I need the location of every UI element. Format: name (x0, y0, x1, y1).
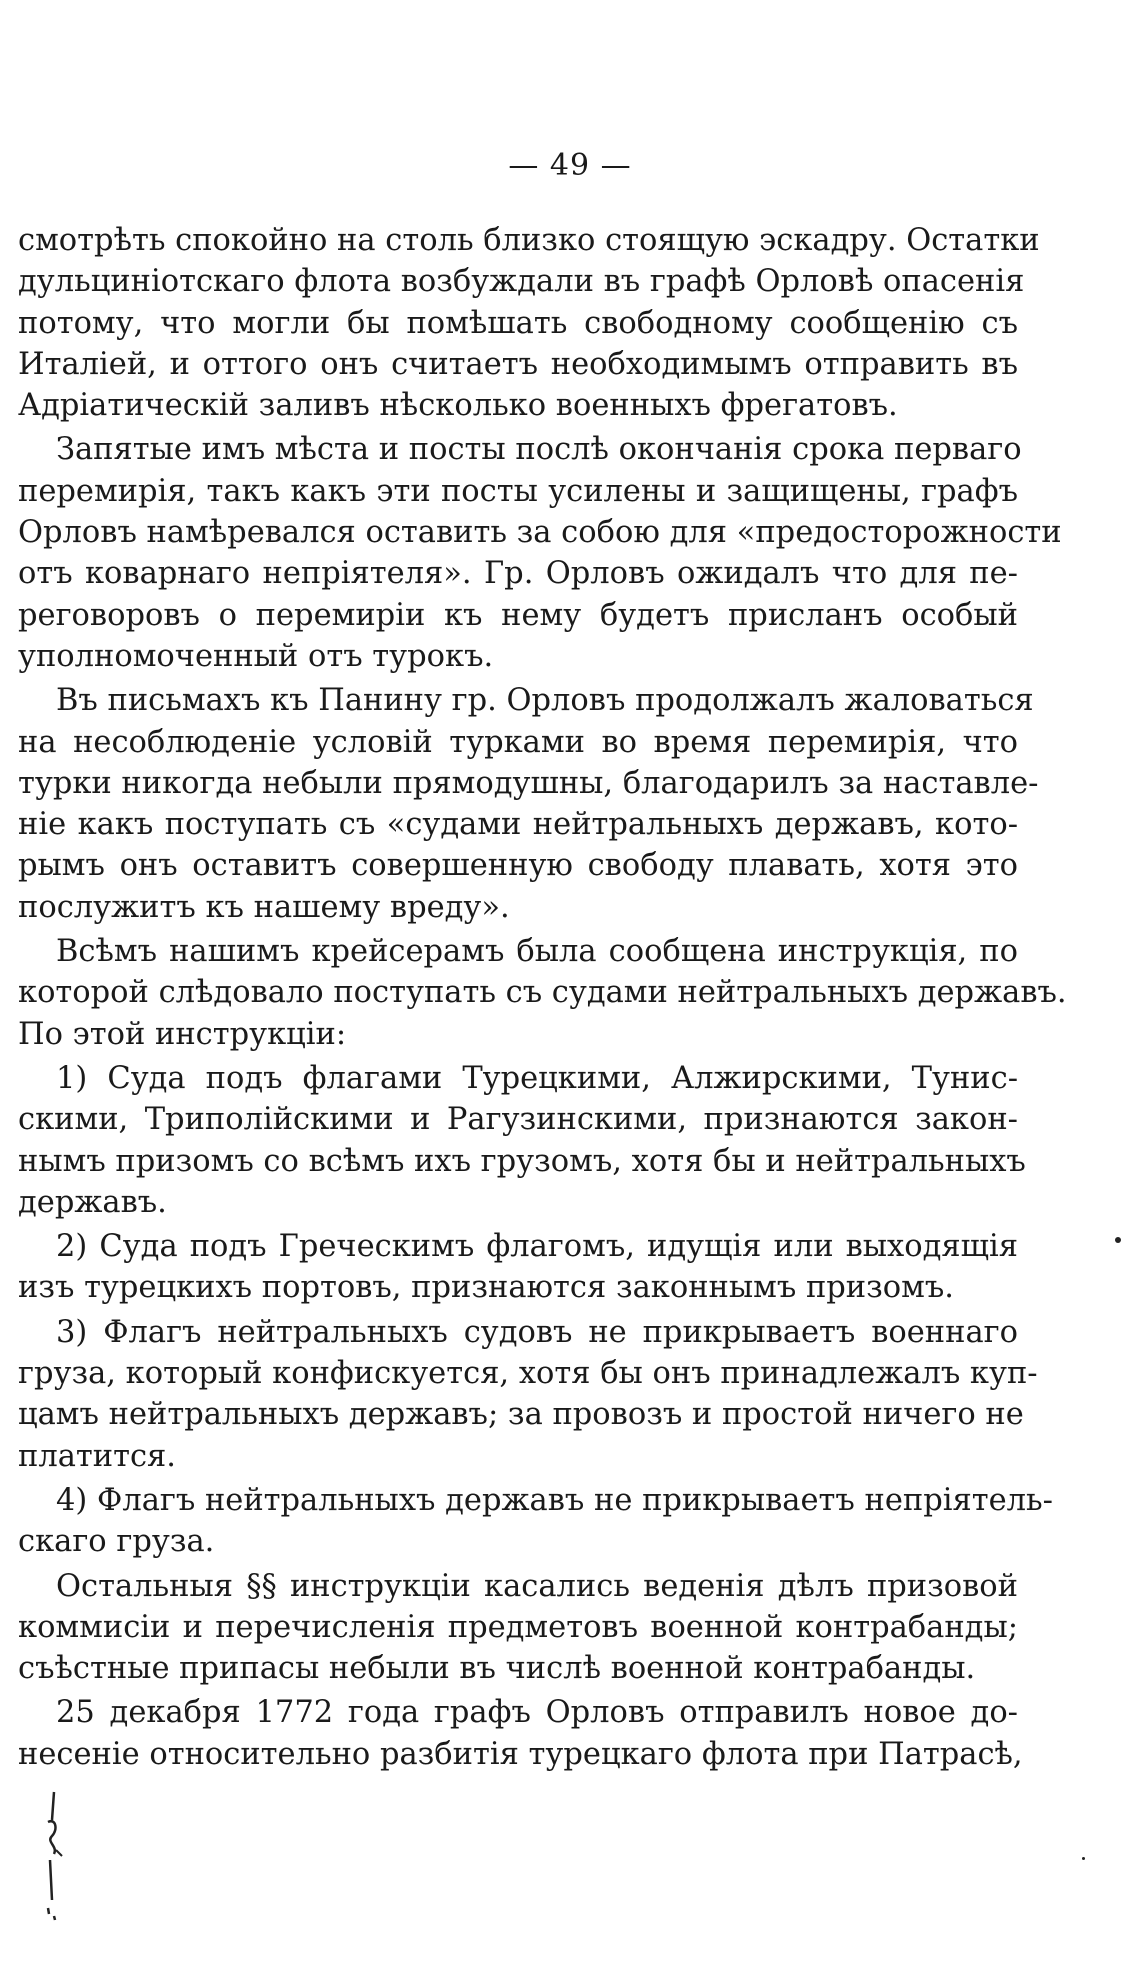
text-line: смотрѣть спокойно на столь близко стоящую эскадру. Остатки (18, 223, 1040, 258)
text-line: съѣстные припасы небыли въ числѣ военной контрабанды. (18, 1651, 976, 1687)
paragraph (18, 1566, 1018, 1690)
text-line: Остальныя §§ инструкціи касались веденія дѣлъ призовой (56, 1568, 1018, 1604)
text-line: По этой инструкціи: (18, 1016, 347, 1052)
text-line: державъ. (18, 1184, 167, 1220)
text-line: реговоровъ о перемиріи къ нему будетъ присланъ особый (18, 597, 1018, 633)
text-line: 1) Суда подъ флагами Турецкими, Алжирскими, Тунис- (56, 1060, 1018, 1096)
page-number: — 49 — (508, 148, 632, 183)
paragraph (18, 220, 1040, 426)
text-line: потому, что могли бы помѣшать свободному сообщенію съ (18, 305, 1018, 341)
text-line: коммисіи и перечисленія предметовъ военной контрабанды; (18, 1609, 1018, 1645)
text-line: скаго груза. (18, 1524, 215, 1560)
text-line: Италіей, и оттого онъ считаетъ необходимымъ отправить въ (18, 346, 1018, 382)
text-line: на несоблюденіе условій турками во время перемирія, что (18, 724, 1018, 760)
text-line: дульциніотскаго флота возбуждали въ графѣ Орловѣ опасенія (18, 264, 1025, 300)
paragraph (18, 1480, 1053, 1563)
text-line: 4) Флагъ нейтральныхъ державъ не прикрываетъ непріятель- (56, 1482, 1053, 1518)
text-line: несеніе относительно разбитія турецкаго флота при Патрасѣ, (18, 1736, 1023, 1772)
paragraph (18, 1226, 1018, 1309)
paragraph (18, 1312, 1038, 1477)
text-line: изъ турецкихъ портовъ, признаются законнымъ призомъ. (18, 1270, 954, 1306)
text-line: турки никогда небыли прямодушны, благодарилъ за наставле- (18, 765, 1039, 801)
text-line: 3) Флагъ нейтральныхъ судовъ не прикрываетъ военнаго (56, 1314, 1018, 1350)
text-line: которой слѣдовало поступать съ судами нейтральныхъ державъ. (18, 975, 1067, 1011)
paragraph (18, 1058, 1026, 1223)
text-line: послужитъ къ нашему вреду». (18, 889, 510, 925)
text-line: уполномоченный отъ турокъ. (18, 638, 494, 674)
text-line: платится. (18, 1438, 176, 1474)
text-line: Запятые имъ мѣста и посты послѣ окончанія срока перваго (56, 432, 1022, 468)
paragraph (18, 1692, 1023, 1775)
text-line: Въ письмахъ къ Панину гр. Орловъ продолжалъ жаловаться (56, 683, 1034, 719)
paragraph (18, 931, 1067, 1055)
text-line: Всѣмъ нашимъ крейсерамъ была сообщена инструкція, по (56, 934, 1018, 970)
text-line: Адріатическій заливъ нѣсколько военныхъ фрегатовъ. (18, 388, 898, 424)
text-line: ніе какъ поступать съ «судами нейтральныхъ державъ, кото- (18, 807, 1018, 843)
text-line: 2) Суда подъ Греческимъ флагомъ, идущія или выходящія (56, 1229, 1018, 1265)
text-line: перемирія, такъ какъ эти посты усилены и защищены, графъ (18, 473, 1018, 509)
text-line: цамъ нейтральныхъ державъ; за провозъ и простой ничего не (18, 1397, 1024, 1433)
page-text (18, 220, 1067, 1775)
ink-speck (1115, 1237, 1121, 1243)
text-line: нымъ призомъ со всѣмъ ихъ грузомъ, хотя бы и нейтральныхъ (18, 1143, 1026, 1179)
text-line: рымъ онъ оставитъ совершенную свободу плавать, хотя это (18, 848, 1018, 884)
paragraph (18, 680, 1039, 928)
paragraph (18, 429, 1062, 677)
text-line: Орловъ намѣревался оставить за собою для «предосторожности (18, 515, 1062, 551)
ink-speck (1082, 1857, 1085, 1860)
text-line: 25 декабря 1772 года графъ Орловъ отправилъ новое до- (56, 1695, 1018, 1731)
text-line: скими, Триполійскими и Рагузинскими, признаются закон- (18, 1102, 1018, 1138)
text-line: отъ коварнаго непріятеля». Гр. Орловъ ожидалъ что для пе- (18, 556, 1018, 592)
margin-pencil-mark (40, 1790, 80, 1930)
text-line: груза, который конфискуется, хотя бы онъ принадлежалъ куп- (18, 1356, 1038, 1392)
